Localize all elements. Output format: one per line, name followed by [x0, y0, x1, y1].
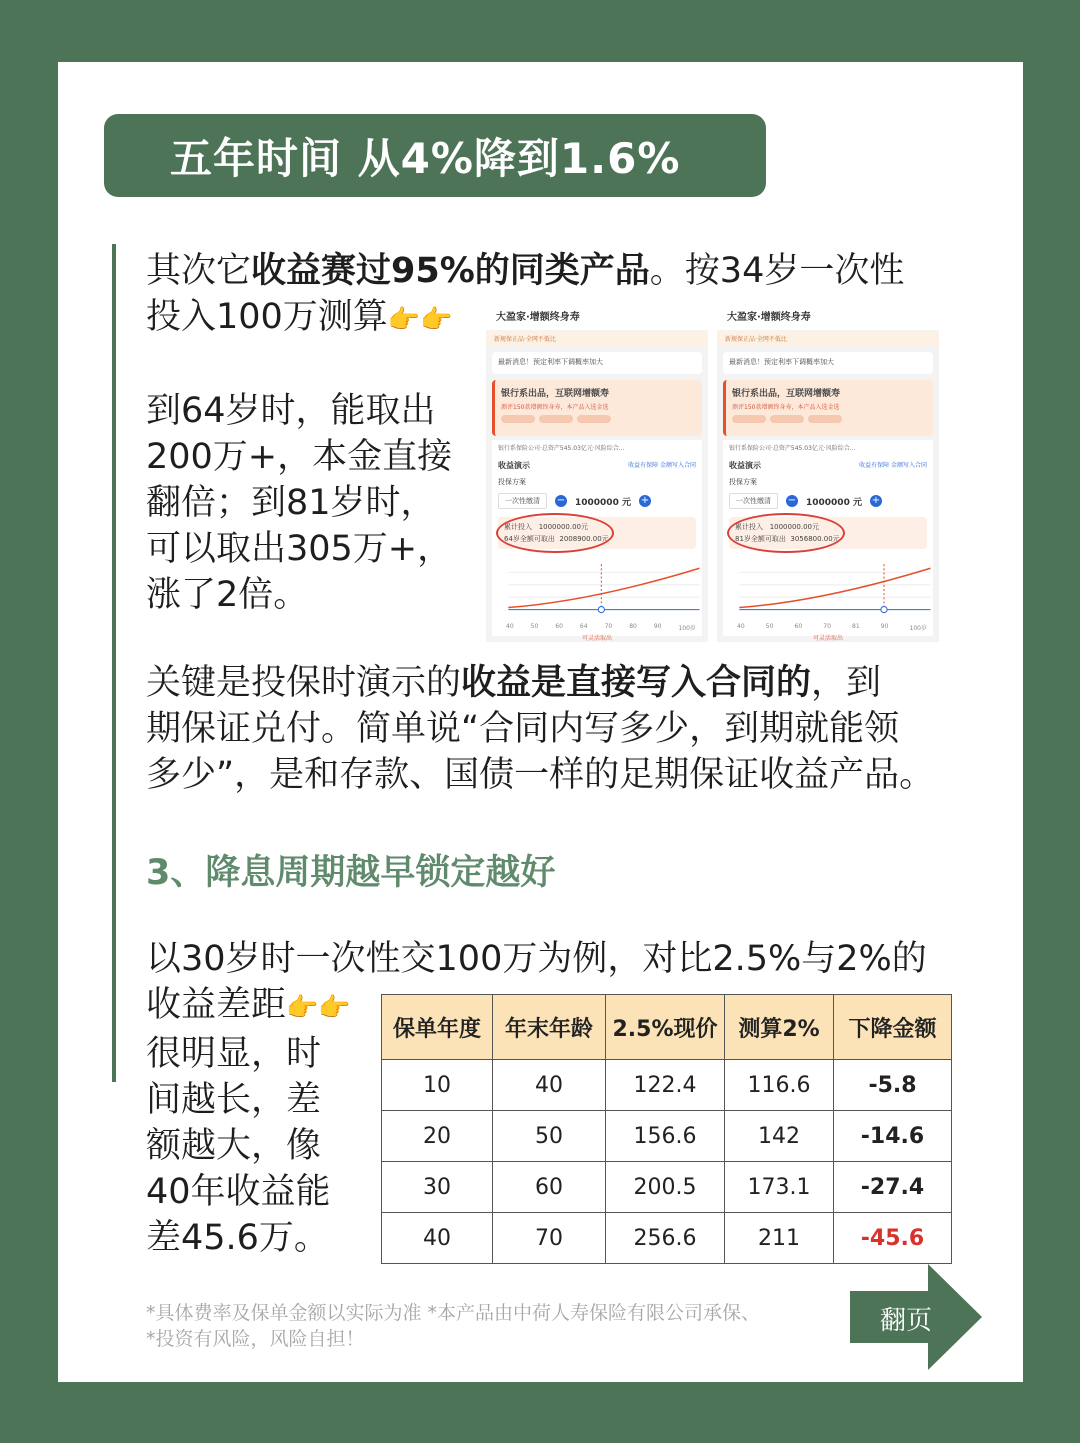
axis-tick: 90: [653, 623, 662, 630]
growth-curve: [508, 568, 699, 607]
table-cell: 40: [493, 1060, 606, 1111]
withdraw-value: 3056800.00元: [790, 535, 840, 543]
table-cell-decrease: -14.6: [834, 1111, 952, 1162]
axis-tick: 100岁: [678, 625, 696, 632]
invest-value: 1000000.00元: [538, 523, 588, 531]
table-cell: 122.4: [606, 1060, 725, 1111]
axis-tick: 40: [506, 623, 514, 630]
compare-side-line: 差45.6万。: [146, 1218, 329, 1258]
table-row: [382, 1213, 952, 1264]
table-cell: 10: [382, 1060, 493, 1111]
chart-axis: [506, 623, 696, 632]
notice-bar: 最新消息！预定利率下调概率加大: [492, 352, 702, 374]
app-screenshot-64: [486, 300, 708, 642]
table-row: [382, 1162, 952, 1213]
notice-bar: 最新消息！预定利率下调概率加大: [723, 352, 933, 374]
compare-line2: 收益差距: [146, 985, 287, 1025]
detail-paragraph: [146, 388, 452, 618]
table-cell: 40: [382, 1213, 493, 1264]
key-text-end: ，到: [811, 663, 882, 703]
chart-axis: [737, 623, 927, 632]
table-cell: 173.1: [725, 1162, 834, 1213]
table-cell: 70: [493, 1213, 606, 1264]
table-cell-decrease: -27.4: [834, 1162, 952, 1213]
axis-tick: 90: [880, 623, 889, 630]
growth-chart: [498, 560, 705, 622]
table-cell: 50: [493, 1111, 606, 1162]
intro-text: 其次它: [146, 251, 252, 291]
table-cell-decrease-highlight: -45.6: [834, 1213, 952, 1264]
plus-icon[interactable]: +: [640, 495, 650, 506]
invest-value: 1000000.00元: [769, 523, 819, 531]
intro-text-end: 。按34岁一次性: [649, 251, 905, 291]
promo-title: 银行系出品，互联网增额寿: [732, 389, 841, 399]
comparison-table: [381, 994, 952, 1264]
company-info: 银行系保险公司·总资产545.03亿元·风险综合...: [492, 440, 702, 454]
axis-tick: 60: [555, 623, 563, 630]
minus-icon[interactable]: −: [556, 495, 566, 506]
withdraw-label: 81岁全额可取出: [735, 535, 786, 543]
pill: [808, 415, 842, 423]
highlight-ring: [727, 513, 845, 553]
table-header: 2.5%现价: [606, 995, 725, 1060]
intro-line2: 投入100万测算: [146, 297, 388, 337]
promo-card: [723, 380, 933, 436]
compare-side-line: 40年收益能: [146, 1172, 331, 1212]
axis-tick: 40: [737, 623, 745, 630]
table-cell: 60: [493, 1162, 606, 1213]
table-cell: 116.6: [725, 1060, 834, 1111]
table-header: 测算2%: [725, 995, 834, 1060]
detail-line: 涨了2倍。: [146, 575, 309, 615]
pill: [501, 415, 535, 423]
demo-links: 收益有保障 金额写入合同: [859, 462, 927, 469]
growth-chart: [729, 560, 936, 622]
result-box: [729, 517, 927, 549]
demo-label: 收益演示: [729, 461, 761, 470]
table-cell: 142: [725, 1111, 834, 1162]
invest-label: 累计投入: [504, 523, 532, 531]
promo-title: 银行系出品，互联网增额寿: [501, 389, 610, 399]
compare-side-line: 间越长，差: [146, 1080, 322, 1120]
table-cell: 30: [382, 1162, 493, 1213]
promo-subtitle: 测评150款增额终身寿，本产品入选金选: [732, 404, 840, 411]
marker-point: [881, 607, 887, 613]
demo-panel: [723, 454, 933, 636]
disclaimer: [146, 1300, 760, 1352]
axis-tick: 100岁: [909, 625, 927, 632]
compare-side-line: 很明显，时: [146, 1034, 322, 1074]
axis-tick: 70: [823, 623, 831, 630]
table-cell: 211: [725, 1213, 834, 1264]
company-info: 银行系保险公司·总资产545.03亿元·风险综合...: [723, 440, 933, 454]
pay-mode-select[interactable]: 一次性缴清: [729, 493, 778, 509]
promo-subtitle: 测评150款增额终身寿，本产品入选金选: [501, 404, 609, 411]
amount-value: 1000000 元: [575, 497, 631, 508]
axis-tick: 50: [765, 623, 774, 630]
product-title: 大盈家·增额终身寿: [486, 300, 708, 330]
growth-curve: [739, 568, 930, 607]
axis-tick: 50: [530, 623, 539, 630]
result-box: [498, 517, 696, 549]
axis-tick: 64: [579, 623, 588, 630]
pay-mode-select[interactable]: 一次性缴清: [498, 493, 547, 509]
table-cell: 200.5: [606, 1162, 725, 1213]
key-paragraph: [146, 660, 934, 798]
minus-icon[interactable]: −: [787, 495, 797, 506]
footer-link[interactable]: 可灵活取出: [581, 635, 612, 642]
tagline-bar: 新规保正品·全网不低比: [717, 332, 939, 346]
table-row: [382, 1111, 952, 1162]
invest-label: 累计投入: [735, 523, 763, 531]
app-screenshot-81: [717, 300, 939, 642]
demo-links: 收益有保障 金额写入合同: [628, 462, 696, 469]
product-title: 大盈家·增额终身寿: [717, 300, 939, 330]
axis-tick: 81: [852, 623, 860, 630]
page-title: 五年时间 从4%降到1.6%: [170, 133, 681, 183]
table-header-row: [382, 995, 952, 1060]
axis-tick: 80: [629, 623, 637, 630]
title-banner: [104, 114, 766, 197]
table-cell-decrease: -5.8: [834, 1060, 952, 1111]
disclaimer-line: *具体费率及保单金额以实际为准 *本产品由中荷人寿保险有限公司承保、: [146, 1302, 761, 1324]
pill: [577, 415, 611, 423]
withdraw-value: 2008900.00元: [559, 535, 609, 543]
pointing-hand-icon: 👉👉: [286, 993, 351, 1023]
table-header: 年末年龄: [493, 995, 606, 1060]
axis-tick: 60: [794, 623, 803, 630]
highlight-ring: [496, 513, 614, 553]
next-page-button[interactable]: [850, 1264, 982, 1370]
table-header: 保单年度: [382, 995, 493, 1060]
axis-tick: 70: [604, 623, 613, 630]
table-cell: 156.6: [606, 1111, 725, 1162]
pill: [732, 415, 766, 423]
detail-line: 200万+，本金直接: [146, 437, 453, 477]
compare-side-line: 额越大，像: [146, 1126, 322, 1166]
plus-icon[interactable]: +: [871, 495, 881, 506]
detail-line: 到64岁时，能取出: [146, 391, 436, 431]
key-line3: 多少”，是和存款、国债一样的足期保证收益产品。: [146, 755, 935, 795]
tagline-bar: 新规保正品·全网不低比: [486, 332, 708, 346]
table-header: 下降金额: [834, 995, 952, 1060]
detail-line: 可以取出305万+，: [146, 529, 453, 569]
key-line2: 期保证兑付。简单说“合同内写多少，到期就能领: [146, 709, 900, 749]
amount-value: 1000000 元: [806, 497, 862, 508]
disclaimer-line: *投资有风险，风险自担！: [146, 1328, 365, 1350]
table-cell: 20: [382, 1111, 493, 1162]
arrow-right-icon: [928, 1264, 982, 1370]
pill: [539, 415, 573, 423]
plan-label: 投保方案: [729, 478, 757, 486]
pill: [770, 415, 804, 423]
footer-link[interactable]: 可灵活取出: [812, 635, 843, 642]
compare-line1: 以30岁时一次性交100万为例，对比2.5%与2%的: [146, 939, 927, 979]
next-page-label: 翻页: [880, 1306, 933, 1336]
key-bold: 收益是直接写入合同的: [461, 663, 812, 703]
section-3-title: 3、降息周期越早锁定越好: [146, 853, 556, 893]
plan-label: 投保方案: [498, 478, 526, 486]
key-text: 关键是投保时演示的: [146, 663, 462, 703]
demo-label: 收益演示: [498, 461, 530, 470]
left-accent-rule: [112, 244, 116, 1082]
table-row: [382, 1060, 952, 1111]
withdraw-label: 64岁全额可取出: [504, 535, 555, 543]
intro-bold: 收益赛过95%的同类产品: [251, 251, 650, 291]
demo-panel: [492, 454, 702, 636]
pointing-hand-icon: 👉👉: [387, 305, 453, 335]
promo-card: [492, 380, 702, 436]
marker-point: [598, 607, 604, 613]
detail-line: 翻倍；到81岁时，: [146, 483, 436, 523]
table-cell: 256.6: [606, 1213, 725, 1264]
